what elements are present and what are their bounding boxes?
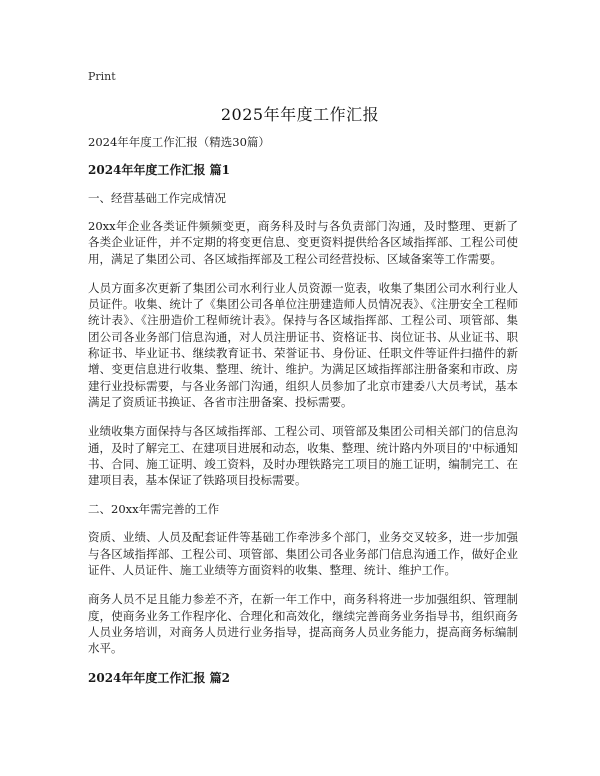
paragraph-4: 资质、业绩、人员及配套证件等基础工作牵涉多个部门，业务交叉较多，进一步加强与各区域指挥部、工程公司、项管部、集团公司各业务部门信息沟通工作，做好企业证件、人员证件、施工业绩等方面资料的收集、整理、统计、维护工作。 [88, 530, 518, 578]
document-subtitle: 2024年年度工作汇报（精选30篇） [88, 135, 270, 149]
document-body [88, 134, 518, 698]
part-heading-1: 一、经营基础工作完成情况 [88, 191, 226, 205]
print-label: Print [88, 70, 116, 83]
paragraph-2: 人员方面多次更新了集团公司水利行业人员资源一览表，收集了集团公司水利行业人员证件。收集、统计了《集团公司各单位注册建造师人员情况表》、《注册安全工程师统计表》、《注册造价工程师统计表》。保持与各区域指挥部、工程公司、项管部、集团公司各业务部门信息沟通，对人员注册证书、资格证书、岗位证书、从业证书、职称证书、毕业证书、继续教育证书、荣誉证书、身份证、任职文件等证件扫描件的新增、变更信息进行收集、整理、统计、维护。为满足区域指挥部注册备案和市政、房建行业投标需要，与各业务部门沟通，组织人员参加了北京市建委八大员考试，基本满足了资质证书换证、各省市注册备案、投标需要。 [88, 280, 518, 409]
paragraph-1: 20xx年企业各类证件频频变更，商务科及时与各负责部门沟通，及时整理、更新了各类企业证件，并不定期的将变更信息、变更资料提供给各区域指挥部、工程公司使用，满足了集团公司、各区域指挥部及工程公司经营投标、区域备案等工作需要。 [88, 219, 518, 266]
page-title: 2025年年度工作汇报 [220, 105, 380, 124]
section-heading-2: 2024年年度工作汇报 篇2 [88, 670, 230, 685]
part-heading-2: 二、20xx年需完善的工作 [88, 502, 220, 517]
section-heading-1: 2024年年度工作汇报 篇1 [88, 163, 230, 177]
paragraph-5: 商务人员不足且能力参差不齐，在新一年工作中，商务科将进一步加强组织、管理制度，使商务业务工作程序化、合理化和高效化，继续完善商务业务指导书，组织商务人员业务培训，对商务人员进行业务指导，提高商务人员业务能力，提高商务标编制水平。 [88, 592, 518, 656]
paragraph-3: 业绩收集方面保持与各区域指挥部、工程公司、项管部及集团公司相关部门的信息沟通，及时了解完工、在建项目进展和动态，收集、整理、统计路内外项目的'中标通知书、合同、施工证明、竣工资料，及时办理铁路完工项目的施工证明，编制完工、在建项目表，基本保证了铁路项目投标需要。 [88, 424, 518, 488]
